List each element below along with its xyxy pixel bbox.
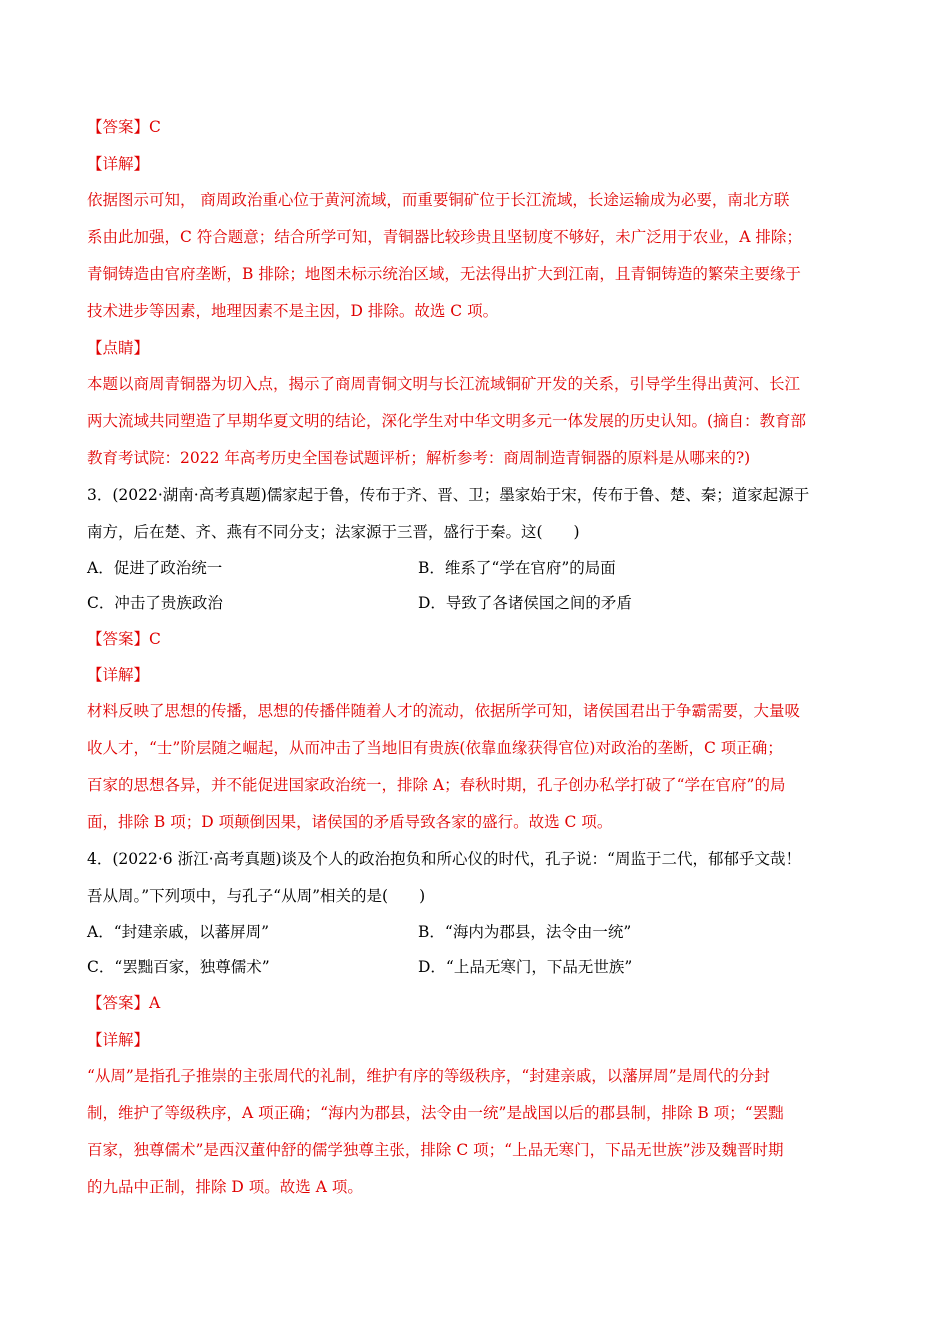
detail-line: 制，维护了等级秩序，A 项正确；“海内为郡县，法令由一统”是战国以后的郡县制，排除 B 项；“罢黜 [87, 1104, 784, 1122]
detail-label: 【详解】 [87, 1031, 150, 1049]
question-4-option-a: A．“封建亲戚，以蕃屏周” [87, 923, 270, 941]
question-3-option-d: D．导致了各诸侯国之间的矛盾 [418, 594, 632, 612]
detail-line: 百家，独尊儒术”是西汉董仲舒的儒学独尊主张，排除 C 项；“上品无寒门，下品无世族”涉及魏晋时期 [87, 1141, 784, 1159]
detail-line: 技术进步等因素，地理因素不是主因，D 排除。故选 C 项。 [87, 302, 499, 320]
detail-line: 系由此加强，C 符合题意；结合所学可知，青铜器比较珍贵且坚韧度不够好，未广泛用于农业，A 排除； [87, 228, 802, 246]
detail-line: 百家的思想各异，并不能促进国家政治统一，排除 A；春秋时期，孔子创办私学打破了“学在官府”的局 [87, 776, 786, 794]
answer-label: 【答案】C [87, 630, 161, 648]
answer-label: 【答案】C [87, 118, 161, 136]
detail-line: 依据图示可知， 商周政治重心位于黄河流域，而重要铜矿位于长江流域，长途运输成为必要，南北方联 [87, 191, 790, 209]
question-4-stem: 吾从周。”下列项中，与孔子“从周”相关的是( ) [87, 887, 426, 905]
detail-line: 青铜铸造由官府垄断，B 排除；地图未标示统治区域，无法得出扩大到江南，且青铜铸造的繁荣主要缘于 [87, 265, 801, 283]
question-4-option-d: D．“上品无寒门，下品无世族” [418, 958, 633, 976]
detail-line: “从周”是指孔子推崇的主张周代的礼制，维护有序的等级秩序，“封建亲戚，以藩屏周”是周代的分封 [87, 1067, 770, 1085]
detail-line: 材料反映了思想的传播，思想的传播伴随着人才的流动，依据所学可知，诸侯国君出于争霸需要，大量吸 [87, 702, 801, 720]
comment-label: 【点睛】 [87, 339, 150, 357]
question-3-stem: 南方，后在楚、齐、燕有不同分支；法家源于三晋，盛行于秦。这( ) [87, 523, 580, 541]
question-3-option-a: A．促进了政治统一 [87, 559, 223, 577]
question-4-stem: 4．(2022·6 浙江·高考真题)谈及个人的政治抱负和所心仪的时代，孔子说：“周监于二代，郁郁乎文哉！ [87, 850, 801, 868]
comment-line: 教育考试院：2022 年高考历史全国卷试题评析；解析参考：商周制造青铜器的原料是从哪来的?) [87, 449, 751, 467]
detail-line: 收人才，“士”阶层随之崛起，从而冲击了当地旧有贵族(依靠血缘获得官位)对政治的垄断，C 项正确； [87, 739, 783, 757]
question-4-option-c: C．“罢黜百家，独尊儒术” [87, 958, 270, 976]
detail-label: 【详解】 [87, 666, 150, 684]
question-3-stem: 3．(2022·湖南·高考真题)儒家起于鲁，传布于齐、晋、卫；墨家始于宋，传布于鲁、楚、秦；道家起源于 [87, 486, 810, 504]
detail-label: 【详解】 [87, 155, 150, 173]
question-3-option-c: C．冲击了贵族政治 [87, 594, 223, 612]
answer-label: 【答案】A [87, 994, 161, 1012]
detail-line: 的九品中正制，排除 D 项。故选 A 项。 [87, 1178, 363, 1196]
detail-line: 面，排除 B 项；D 项颠倒因果，诸侯国的矛盾导致各家的盛行。故选 C 项。 [87, 813, 613, 831]
comment-line: 本题以商周青铜器为切入点，揭示了商周青铜文明与长江流域铜矿开发的关系，引导学生得出黄河、长江 [87, 375, 801, 393]
comment-line: 两大流域共同塑造了早期华夏文明的结论，深化学生对中华文明多元一体发展的历史认知。(摘自：教育部 [87, 412, 807, 430]
question-3-option-b: B．维系了“学在官府”的局面 [418, 559, 616, 577]
question-4-option-b: B．“海内为郡县，法令由一统” [418, 923, 632, 941]
